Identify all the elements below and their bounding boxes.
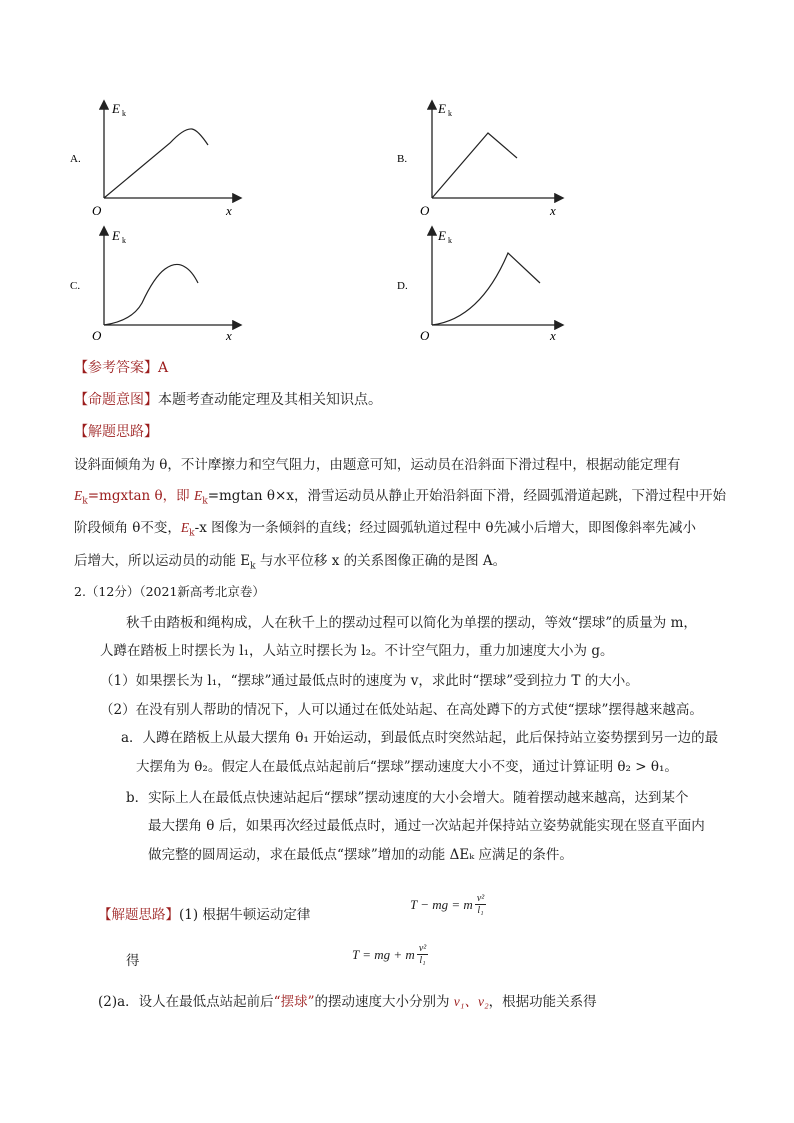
- y-sub: k: [122, 236, 126, 245]
- graph-b: [397, 101, 562, 218]
- origin-label: O: [420, 328, 430, 343]
- y-label: E: [112, 101, 120, 116]
- ek-sub: k: [189, 528, 195, 539]
- approach-text: 后增大，所以运动员的动能 E: [74, 553, 251, 569]
- approach-line-1: 设斜面倾角为 θ，不计摩擦力和空气阻力，由题意可知，运动员在沿斜面下滑过程中，根据动能定理有: [74, 457, 681, 473]
- option-b-label: B.: [397, 153, 408, 165]
- curve-c: [104, 264, 198, 325]
- eq2-denominator: l₁: [419, 955, 426, 966]
- equation-2: [352, 943, 428, 966]
- solution-text: ，根据功能关系得: [488, 994, 597, 1010]
- y-sub: k: [448, 109, 452, 118]
- y-sub: k: [448, 236, 452, 245]
- approach-label: 【解题思路】: [74, 424, 158, 440]
- ek-sub: k: [202, 496, 208, 507]
- solution-line-2: [98, 990, 597, 1010]
- ek-symbol: E: [74, 488, 83, 503]
- answer-label: 【参考答案】: [74, 360, 158, 376]
- ek-symbol: E: [193, 488, 203, 503]
- x-label: x: [550, 328, 556, 343]
- option-graphs: [60, 95, 580, 345]
- q2-part-2a-line-1: a．人蹲在踏板上从最大摆角 θ₁ 开始运动，到最低点时突然站起，此后保持站立姿势摆到另一边的最: [121, 730, 719, 746]
- eq1-numerator: v²: [476, 893, 485, 904]
- eq2-numerator: v²: [418, 943, 427, 954]
- q2-part-2a-line-2: 大摆角为 θ₂。假定人在最低点站起前后“摆球”摆动速度大小不变，通过计算证明 θ₂ > θ₁。: [136, 759, 678, 775]
- intent-label: 【命题意图】: [74, 392, 158, 408]
- ek-sub: k: [82, 496, 88, 507]
- q2-part-2: （2）在没有别人帮助的情况下，人可以通过在低处站起、在高处蹲下的方式使“摆球”摆得越来越高。: [100, 702, 703, 718]
- graph-a: [70, 101, 240, 218]
- x-label: x: [550, 203, 556, 218]
- curve-b: [432, 133, 517, 198]
- equation-1: [410, 893, 486, 916]
- solution-text: 的摆动速度大小分别为: [314, 994, 454, 1010]
- intent-line: [74, 389, 382, 409]
- y-sub: k: [122, 109, 126, 118]
- answer-line: [74, 357, 168, 377]
- origin-label: O: [92, 203, 102, 218]
- x-label: x: [226, 328, 232, 343]
- de-text: 得: [126, 953, 140, 969]
- y-label: E: [438, 228, 446, 243]
- origin-label: O: [92, 328, 102, 343]
- approach-line-3: [74, 516, 696, 539]
- approach-text: 与水平位移 x 的关系图像正确的是图 A。: [255, 553, 507, 569]
- eq1-fraction: [475, 893, 486, 916]
- solution-label: 【解题思路】: [98, 907, 179, 923]
- eq2-fraction: [417, 943, 428, 966]
- curve-a: [104, 129, 208, 198]
- q2-para-2: 人蹲在踏板上时摆长为 l₁，人站立时摆长为 l₂。不计空气阻力，重力加速度大小为 g。: [100, 643, 614, 659]
- ek-symbol: E: [180, 520, 190, 535]
- approach-text: =mgtan θ×x，滑雪运动员从静止开始沿斜面下滑，经圆弧滑道起跳，下滑过程中开始: [207, 488, 726, 504]
- velocity-symbols: v₁、v₂: [453, 994, 489, 1009]
- q2-part-2b-line-3: 做完整的圆周运动，求在最低点“摆球”增加的动能 ΔEₖ 应满足的条件。: [148, 847, 573, 863]
- eq2-left: T = mg + m: [352, 946, 415, 962]
- q2-part-1: （1）如果摆长为 l₁，“摆球”通过最低点时的速度为 v，求此时“摆球”受到拉力 T 的大小。: [100, 673, 639, 689]
- intent-text: 本题考查动能定理及其相关知识点。: [158, 392, 382, 408]
- q2-header: 2.（12分）（2021新高考北京卷）: [74, 584, 265, 599]
- curve-d: [432, 253, 540, 325]
- answer-value: A: [158, 360, 169, 376]
- approach-line-2: [74, 484, 726, 507]
- q2-part-2b-line-1: b．实际上人在最低点快速站起后“摆球”摆动速度的大小会增大。随着摆动越来越高，达到某个: [126, 790, 689, 806]
- option-c-label: C.: [70, 280, 81, 292]
- formula-text: =mgxtan θ，即: [87, 488, 194, 504]
- approach-line-4: [74, 549, 506, 572]
- q2-part-2b-line-2: 最大摆角 θ 后，如果再次经过最低点时，通过一次站起并保持站立姿势就能实现在竖直平面内: [148, 818, 705, 834]
- approach-text: -x 图像为一条倾斜的直线；经过圆弧轨道过程中 θ先减小后增大，即图像斜率先减小: [194, 520, 697, 536]
- eq1-left: T − mg = m: [410, 896, 473, 912]
- solution-text: (1) 根据牛顿运动定律: [179, 907, 311, 923]
- origin-label: O: [420, 203, 430, 218]
- solution-text: (2)a．设人在最低点站起前后: [98, 994, 274, 1010]
- x-label: x: [226, 203, 232, 218]
- eq1-denominator: l₁: [477, 905, 484, 916]
- q2-para-1: 秋千由踏板和绳构成，人在秋千上的摆动过程可以简化为单摆的摆动，等效“摆球”的质量为 m，: [126, 615, 697, 631]
- option-a-label: A.: [70, 153, 81, 165]
- y-label: E: [112, 228, 120, 243]
- solution-line-1: [98, 903, 310, 923]
- option-d-label: D.: [397, 280, 408, 292]
- graph-d: [397, 228, 562, 343]
- graph-c: [70, 228, 240, 343]
- pendulum-term: “摆球”: [273, 994, 315, 1010]
- ek-sub: k: [250, 561, 256, 572]
- approach-text: 阶段倾角 θ不变，: [74, 520, 181, 536]
- y-label: E: [438, 101, 446, 116]
